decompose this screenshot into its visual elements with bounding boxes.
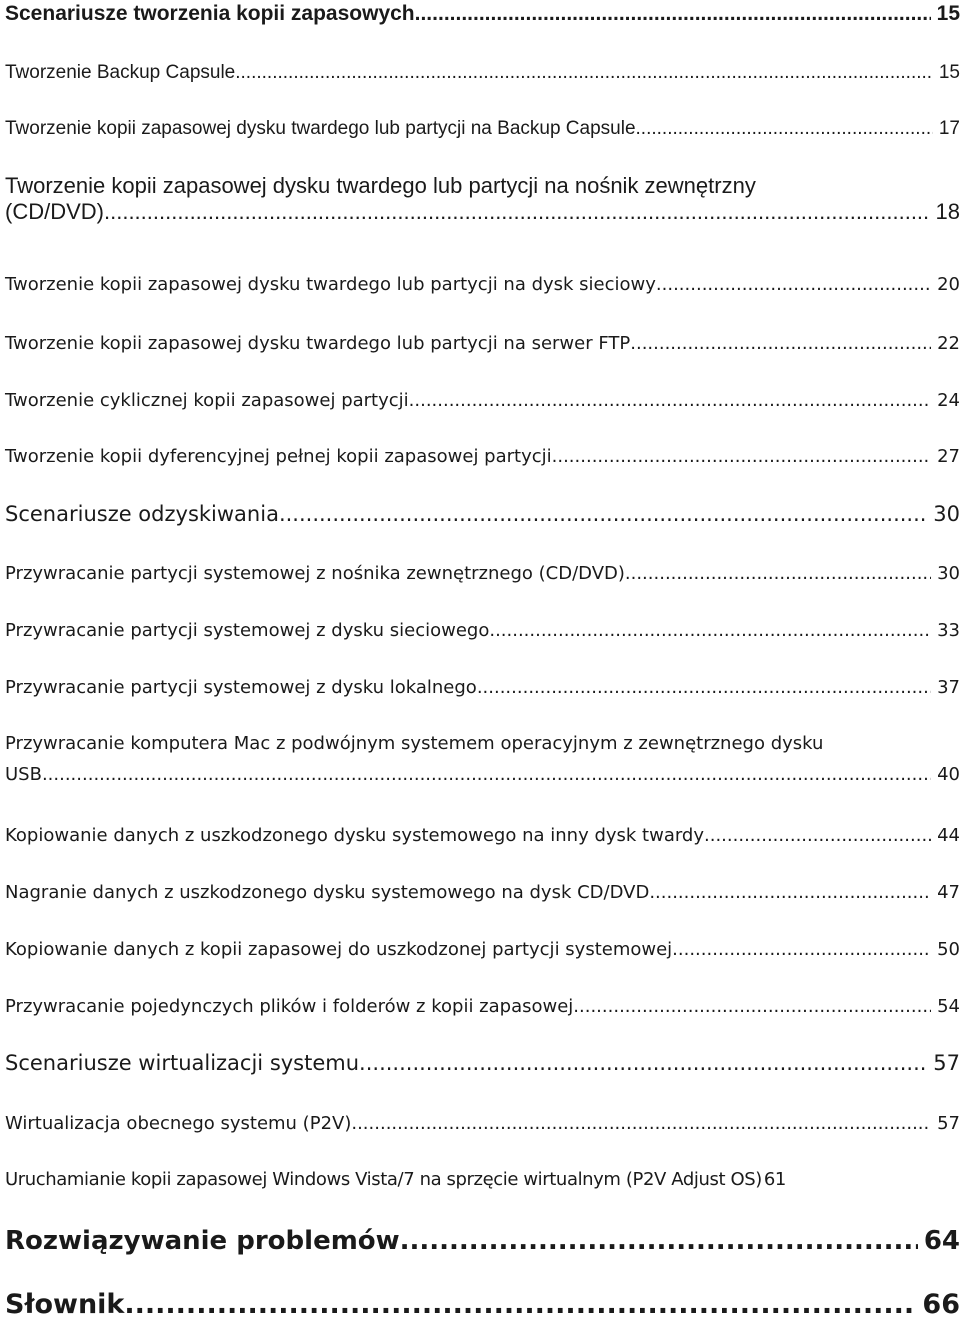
toc-entry-title: Tworzenie kopii dyferencyjnej pełnej kopii zapasowej partycji: [5, 446, 552, 467]
toc-entry[interactable]: [5, 390, 960, 411]
toc-entry-title: Tworzenie kopii zapasowej dysku twardego lub partycji na Backup Capsule: [5, 118, 636, 139]
toc-entry-title: Przywracanie partycji systemowej z nośnika zewnętrznego (CD/DVD): [5, 563, 625, 584]
toc-entry-title: Przywracanie partycji systemowej z dysku sieciowego: [5, 620, 490, 641]
toc-entry-title: Przywracanie partycji systemowej z dysku lokalnego: [5, 677, 477, 698]
dot-leader: [625, 563, 931, 584]
toc-entry-page: 57: [937, 1113, 960, 1134]
toc-entry-title: Przywracanie pojedynczych plików i folderów z kopii zapasowej: [5, 996, 574, 1017]
toc-entry[interactable]: [5, 1226, 960, 1256]
toc-entry-title: Tworzenie kopii zapasowej dysku twardego lub partycji na nośnik zewnętrzny: [5, 173, 756, 198]
toc-entry-title: Nagranie danych z uszkodzonego dysku systemowego na dysk CD/DVD: [5, 882, 650, 903]
toc-entry-title: Rozwiązywanie problemów: [5, 1226, 400, 1256]
toc-entry[interactable]: [5, 1113, 960, 1134]
toc-entry-page: 20: [937, 274, 960, 295]
dot-leader: [400, 1226, 918, 1256]
toc-entry-page: 50: [937, 939, 960, 960]
dot-leader: [489, 620, 931, 641]
dot-leader: [477, 677, 931, 698]
dot-leader: [104, 199, 930, 225]
dot-leader: [704, 825, 931, 846]
toc-entry[interactable]: [5, 677, 960, 698]
toc-entry-page: 30: [933, 502, 960, 526]
toc-entry[interactable]: [5, 882, 960, 903]
dot-leader: [359, 1051, 927, 1075]
toc-entry-title: Słownik: [5, 1289, 125, 1320]
toc-entry[interactable]: [5, 118, 960, 140]
dot-leader: [42, 764, 931, 785]
toc-entry[interactable]: [5, 825, 960, 846]
toc-entry[interactable]: [5, 1169, 960, 1190]
toc-entry-title: Tworzenie kopii zapasowej dysku twardego lub partycji na dysk sieciowy: [5, 274, 656, 295]
dot-leader: [351, 1113, 931, 1134]
toc-entry[interactable]: [5, 2, 960, 26]
toc-entry-page: 33: [937, 620, 960, 641]
dot-leader: [630, 333, 931, 354]
toc-entry[interactable]: [5, 563, 960, 584]
toc-entry-page: 15: [936, 2, 960, 25]
toc-entry-title: Scenariusze wirtualizacji systemu: [5, 1051, 360, 1075]
toc-entry-title: Kopiowanie danych z uszkodzonego dysku systemowego na inny dysk twardy: [5, 825, 705, 846]
toc-entry[interactable]: [5, 996, 960, 1017]
toc-entry[interactable]: [5, 446, 960, 467]
toc-entry[interactable]: [5, 620, 960, 641]
toc-entry-page: 47: [937, 882, 960, 903]
toc-entry[interactable]: [5, 502, 960, 526]
toc-entry[interactable]: [5, 1051, 960, 1075]
toc-entry-title-continued: (CD/DVD): [5, 199, 104, 224]
toc-entry-page: 24: [937, 390, 960, 411]
dot-leader: [649, 882, 931, 903]
toc-entry[interactable]: [5, 939, 960, 960]
toc-entry-page: 30: [937, 563, 960, 584]
dot-leader: [415, 2, 931, 26]
dot-leader: [573, 996, 931, 1017]
toc-entry-page: 64: [923, 1226, 960, 1256]
toc-entry[interactable]: [5, 274, 960, 295]
toc-entry-page: 44: [937, 825, 960, 846]
toc-entry-title: Tworzenie Backup Capsule: [5, 62, 236, 83]
toc-entry-title: Scenariusze tworzenia kopii zapasowych: [5, 2, 415, 25]
toc-entry-page: 61: [763, 1169, 786, 1190]
toc-entry[interactable]: [5, 333, 960, 354]
toc-entry[interactable]: [5, 62, 960, 84]
toc-entry-page: 66: [922, 1289, 960, 1320]
toc-entry-title: Scenariusze odzyskiwania: [5, 502, 279, 526]
toc-entry[interactable]: [5, 1289, 960, 1320]
dot-leader: [656, 274, 931, 295]
dot-leader: [279, 502, 927, 526]
dot-leader: [672, 939, 931, 960]
toc-entry[interactable]: [5, 173, 960, 225]
dot-leader: [124, 1289, 916, 1320]
dot-leader: [552, 446, 931, 467]
toc-entry-page: 54: [937, 996, 960, 1017]
toc-entry-title: Tworzenie cyklicznej kopii zapasowej partycji: [5, 390, 409, 411]
toc-entry-title: Przywracanie komputera Mac z podwójnym systemem operacyjnym z zewnętrznego dysku: [5, 733, 824, 754]
toc-entry-page: 22: [937, 333, 960, 354]
toc-entry-title: Wirtualizacja obecnego systemu (P2V): [5, 1113, 352, 1134]
toc-entry-page: 17: [938, 118, 960, 139]
toc-entry-title: Uruchamianie kopii zapasowej Windows Vista/7 na sprzęcie wirtualnym (P2V Adjust OS): [5, 1169, 762, 1190]
dot-leader: [235, 62, 933, 84]
dot-leader: [409, 390, 931, 411]
toc-entry-page: 40: [937, 764, 960, 785]
toc-entry-page: 18: [935, 199, 960, 224]
toc-entry-page: 57: [933, 1051, 960, 1075]
toc-entry-page: 15: [938, 62, 960, 83]
toc-entry[interactable]: [5, 733, 960, 785]
toc-entry-page: 27: [937, 446, 960, 467]
toc-entry-title: Tworzenie kopii zapasowej dysku twardego lub partycji na serwer FTP: [5, 333, 631, 354]
dot-leader: [636, 118, 933, 140]
toc-entry-title-continued: USB: [5, 764, 42, 785]
toc-entry-page: 37: [937, 677, 960, 698]
toc-entry-title: Kopiowanie danych z kopii zapasowej do uszkodzonej partycji systemowej: [5, 939, 673, 960]
